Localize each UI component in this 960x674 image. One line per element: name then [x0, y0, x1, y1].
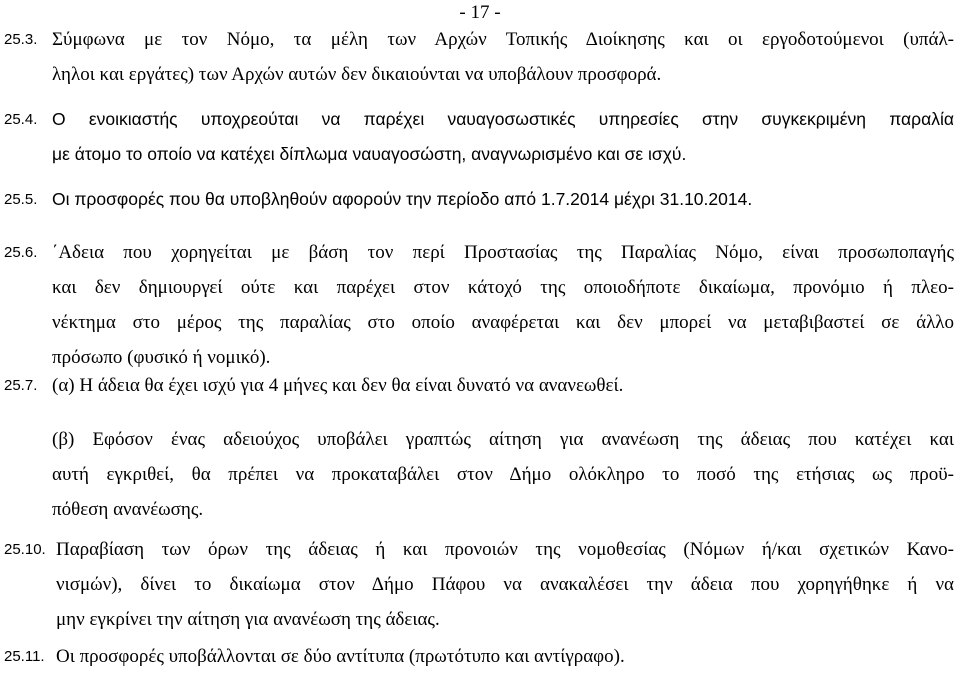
clause-line: μην εγκρίνει την αίτηση για ανανέωση της άδειας. [56, 609, 440, 630]
clause-line: Οι προσφορές που θα υποβληθούν αφορούν την περίοδο από 1.7.2014 μέχρι 31.10.2014. [52, 189, 753, 209]
clause-number: 25.10. [4, 541, 46, 558]
clause-number: 25.6. [4, 244, 38, 261]
clause-line: και δεν δημιουργεί ούτε και παρέχει στον κάτοχό της οποιοδήποτε δικαίωμα, προνόμιο ή πλεο- [52, 277, 954, 298]
clause-number: 25.7. [4, 377, 38, 394]
clause-text [52, 102, 954, 172]
page-number: - 17 - [459, 2, 501, 23]
clause-line: (β) Εφόσον ένας αδειούχος υποβάλει γραπτώς αίτηση για ανανέωση της άδειας που κατέχει και [52, 429, 954, 450]
clause-number: 25.3. [4, 31, 38, 48]
clause-text [52, 235, 954, 375]
clause-line: Σύμφωνα με τον Νόμο, τα μέλη των Αρχών Τοπικής Διοίκησης και οι εργοδοτούμενοι (υπάλ- [52, 29, 954, 50]
clause-line: νέκτημα στο μέρος της παραλίας στο οποίο αναφέρεται και δεν μπορεί να μεταβιβαστεί σε άλλο [52, 312, 954, 333]
clause-text [56, 532, 954, 637]
clause-line: Οι προσφορές υποβάλλονται σε δύο αντίτυπα (πρωτότυπο και αντίγραφο). [56, 646, 625, 667]
clause-line: Παραβίαση των όρων της άδειας ή και προνοιών της νομοθεσίας (Νόμων ή/και σχετικών Κανο- [56, 539, 954, 560]
clause-25-3 [4, 22, 954, 92]
clause-text [52, 22, 954, 92]
clause-line: ληλοι και εργάτες) των Αρχών αυτών δεν δικαιούνται να υποβάλουν προσφορά. [52, 64, 662, 85]
clause-number: 25.5. [4, 191, 38, 208]
clause-25-10 [4, 532, 954, 637]
clause-25-11 [4, 639, 954, 674]
clause-25-7 [4, 368, 954, 403]
clause-25-7-b [4, 422, 954, 527]
clause-text [56, 639, 954, 674]
clause-text [52, 182, 954, 217]
clause-25-4 [4, 102, 954, 172]
clause-number: 25.4. [4, 111, 38, 128]
clause-line: νισμών), δίνει το δικαίωμα στον Δήμο Πάφου να ανακαλέσει την άδεια που χορηγήθηκε ή να [56, 574, 954, 595]
clause-line: ΄Αδεια που χορηγείται με βάση τον περί Προστασίας της Παραλίας Νόμο, είναι προσωποπαγής [52, 242, 954, 263]
clause-line: (α) Η άδεια θα έχει ισχύ για 4 μήνες και δεν θα είναι δυνατό να ανανεωθεί. [52, 375, 624, 396]
clause-25-6 [4, 235, 954, 375]
clause-text [52, 422, 954, 527]
clause-line: πρόσωπο (φυσικό ή νομικό). [52, 347, 271, 368]
clause-line: Ο ενοικιαστής υποχρεούται να παρέχει ναυαγοσωστικές υπηρεσίες στην συγκεκριμένη παραλία [52, 109, 954, 129]
clause-text [52, 368, 954, 403]
clause-line: αυτή εγκριθεί, θα πρέπει να προκαταβάλει στον Δήμο ολόκληρο το ποσό της ετήσιας ως προϋ- [52, 464, 954, 485]
clause-25-5 [4, 182, 954, 217]
clause-number: 25.11. [4, 648, 45, 665]
clause-line: πόθεση ανανέωσης. [52, 499, 204, 520]
clause-line: με άτομο το οποίο να κατέχει δίπλωμα ναυαγοσώστη, αναγνωρισμένο και σε ισχύ. [52, 144, 687, 164]
